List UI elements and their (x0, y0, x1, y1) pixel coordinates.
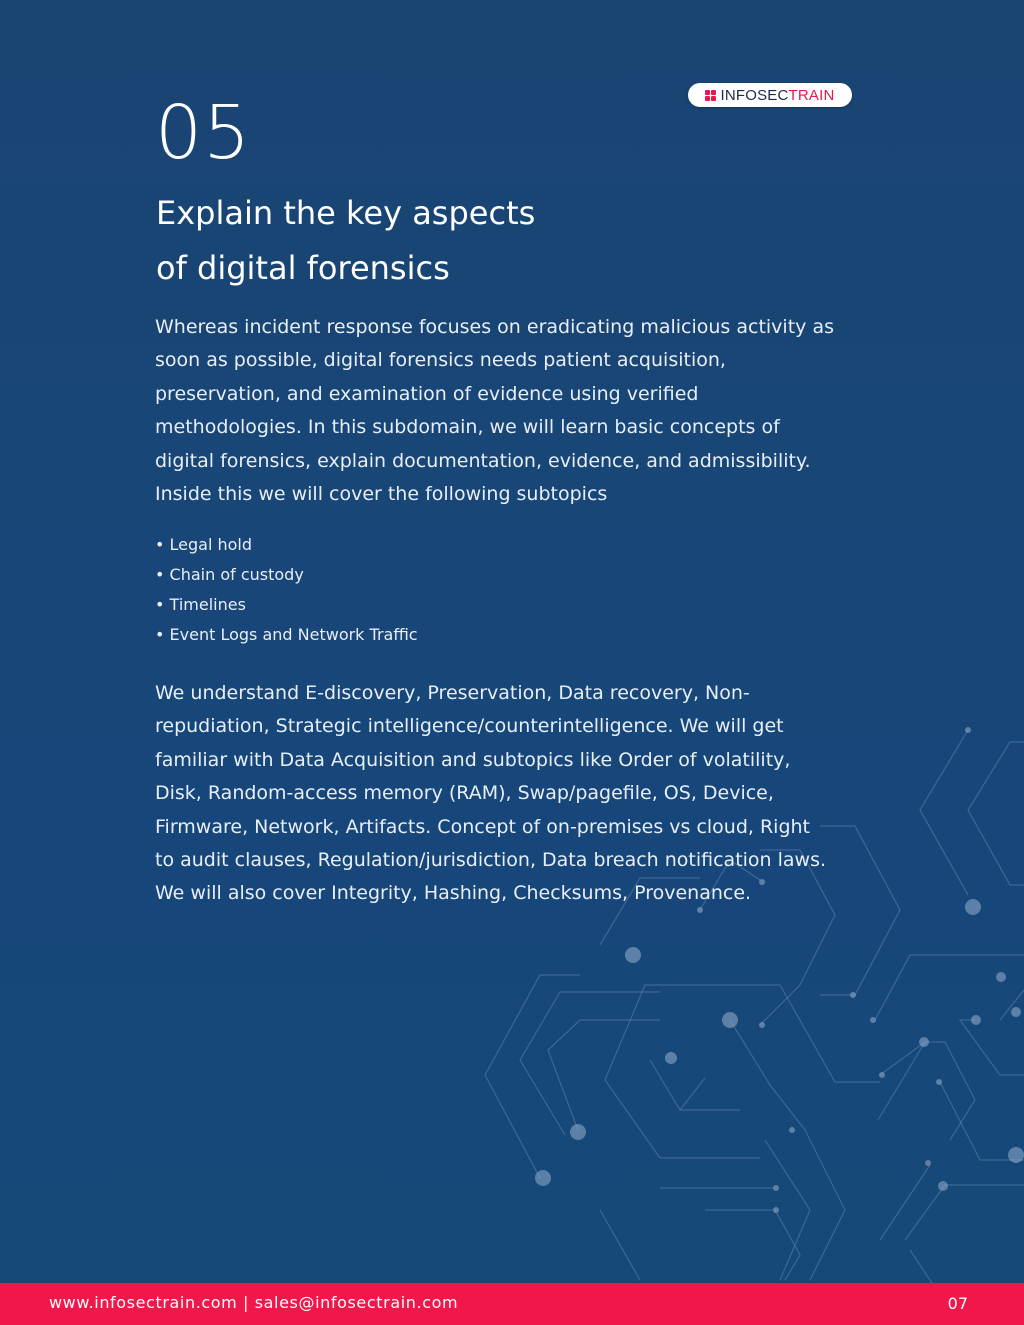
section-number: 05 (155, 90, 252, 176)
page-number: 07 (947, 1294, 968, 1313)
brand-logo (688, 83, 852, 107)
section-title-line-2: of digital forensics (156, 249, 450, 287)
section-title-line-1: Explain the key aspects (156, 194, 536, 232)
infosectrain-logo-icon (705, 90, 716, 101)
footer-contact[interactable]: www.infosectrain.com | sales@infosectrain.com (49, 1293, 459, 1312)
logo-text: INFOSECTRAIN (720, 86, 835, 104)
list-item: • Chain of custody (155, 560, 418, 590)
footer-bar (0, 1283, 1024, 1325)
list-item: • Timelines (155, 590, 418, 620)
section-title (156, 186, 676, 296)
details-paragraph: We understand E-discovery, Preservation, Data recovery, Non-repudiation, Strategic intelligence/counterintelligence. We will get familiar with Data Acquisition and subtopics like Order of volatility, Disk, Random-access memory (RAM), Swap/pagefile, OS, Device, Firmware, Network, Artifacts. Concept of on-premises vs cloud, Right to audit clauses, Regulation/jurisdiction, Data breach notification laws. We will also cover Integrity, Hashing, Checksums, Provenance. (155, 682, 827, 905)
intro-paragraph: Whereas incident response focuses on eradicating malicious activity as soon as possible, digital forensics needs patient acquisition, preservation, and examination of evidence using verified methodologies. In this subdomain, we will learn basic concepts of digital forensics, explain documentation, evidence, and admissibility. Inside this we will cover the following subtopics (155, 316, 834, 506)
subtopic-list (155, 530, 418, 650)
list-item: • Event Logs and Network Traffic (155, 620, 418, 650)
list-item: • Legal hold (155, 530, 418, 560)
